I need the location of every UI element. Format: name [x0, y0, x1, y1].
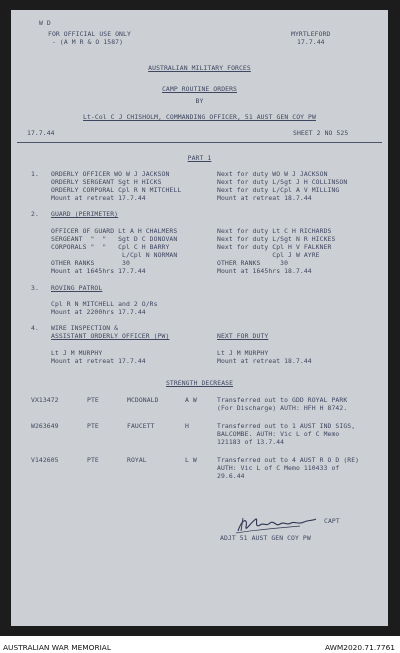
next-for-duty-heading: NEXT FOR DUTY	[217, 332, 269, 340]
surname: ROYAL	[127, 456, 147, 464]
guard-line: L/Cpl N NORMAN	[51, 251, 178, 259]
signatory-rank: CAPT	[324, 517, 340, 525]
duty-line: ORDERLY CORPORAL Cpl R N MITCHELL	[51, 186, 182, 194]
transfer-detail: (For Discharge) AUTH: HFH H 8742.	[217, 404, 348, 412]
rank: PTE	[87, 422, 99, 430]
next-inspection-line: Mount at retreat 18.7.44	[217, 357, 312, 365]
transfer-detail: AUTH: Vic L of C Memo 110433 of	[217, 464, 340, 472]
transfer-detail: Transferred out to 4 AUST R O D (RE)	[217, 456, 360, 464]
document-page	[11, 10, 388, 626]
duty-line: Mount at retreat 17.7.44	[51, 194, 146, 202]
by-label: BY	[195, 97, 204, 105]
guard-line: CORPORALS " " Cpl C H BARRY	[51, 243, 170, 251]
transfer-detail: BALCOMBE. AUTH: Vic L of C Memo	[217, 430, 340, 438]
strength-heading: STRENGTH DECREASE	[165, 379, 234, 387]
footer-accession-number: AWM2020.71.7761	[324, 643, 395, 652]
orders-title: CAMP ROUTINE ORDERS	[161, 85, 237, 93]
document-mark: W D	[39, 19, 51, 27]
next-duty-line: Mount at retreat 18.7.44	[217, 194, 312, 202]
surname: MCDONALD	[127, 396, 159, 404]
next-duty-line: Next for duty L/Cpl A V MILLING	[217, 186, 340, 194]
patrol-line: Mount at 2200hrs 17.7.44	[51, 308, 146, 316]
guard-line: OTHER RANKS 30	[51, 259, 130, 267]
next-duty-line: Next for duty L/Sgt J H COLLINSON	[217, 178, 348, 186]
classification: FOR OFFICIAL USE ONLY	[48, 30, 131, 38]
header-date: 17.7.44	[297, 38, 325, 46]
section-number: 1.	[31, 170, 39, 178]
inspection-line: Lt J M MURPHY	[51, 349, 103, 357]
initials: L W	[185, 456, 197, 464]
commanding-officer: Lt-Col C J CHISHOLM, COMMANDING OFFICER, 51 AUST GEN COY PW	[83, 113, 316, 121]
duty-line: ORDERLY OFFICER WO W J JACKSON	[51, 170, 170, 178]
section-number: 2.	[31, 210, 39, 218]
initials: H	[185, 422, 189, 430]
service-number: W263649	[31, 422, 59, 430]
next-guard-line: Next for duty L/Sgt N R HICKES	[217, 235, 336, 243]
initials: A W	[185, 396, 197, 404]
next-guard-line: OTHER RANKS 30	[217, 259, 289, 267]
rank: PTE	[87, 396, 99, 404]
unit-title: AUSTRALIAN MILITARY FORCES	[148, 64, 251, 72]
next-duty-line: Next for duty WO W J JACKSON	[217, 170, 328, 178]
section-heading: ASSISTANT ORDERLY OFFICER (PW)	[51, 332, 170, 340]
handwritten-signature	[234, 513, 319, 535]
signatory-appointment: ADJT 51 AUST GEN COY PW	[220, 534, 311, 542]
regulation-reference: - (A M R & O 1587)	[52, 38, 124, 46]
next-guard-line: Cpl J W AYRE	[217, 251, 320, 259]
next-inspection-line: Lt J M MURPHY	[217, 349, 269, 357]
duty-line: ORDERLY SERGEANT Sgt H HICKS	[51, 178, 162, 186]
transfer-detail: 121183 of 13.7.44	[217, 438, 285, 446]
transfer-detail: Transferred out to GDD ROYAL PARK	[217, 396, 348, 404]
surname: FAUCETT	[127, 422, 155, 430]
section-heading: ROVING PATROL	[51, 284, 103, 292]
service-number: V142605	[31, 456, 59, 464]
section-number: 4.	[31, 324, 39, 332]
next-guard-line: Mount at 1645hrs 18.7.44	[217, 267, 312, 275]
footer-institution: AUSTRALIAN WAR MEMORIAL	[3, 643, 111, 652]
rank: PTE	[87, 456, 99, 464]
inspection-line: Mount at retreat 17.7.44	[51, 357, 146, 365]
next-guard-line: Next for duty Lt C H RICHARDS	[217, 227, 332, 235]
section-heading: GUARD (PERIMETER)	[51, 210, 119, 218]
place: MYRTLEFORD	[291, 30, 331, 38]
guard-line: SERGEANT " " Sgt D C DONOVAN	[51, 235, 178, 243]
order-date: 17.7.44	[27, 129, 55, 137]
sheet-number: SHEET 2 NO 525	[293, 129, 349, 137]
patrol-line: Cpl R N MITCHELL and 2 O/Rs	[51, 300, 158, 308]
service-number: VX13472	[31, 396, 59, 404]
guard-line: OFFICER OF GUARD Lt A H CHALMERS	[51, 227, 178, 235]
section-heading: WIRE INSPECTION &	[51, 324, 119, 332]
guard-line: Mount at 1645hrs 17.7.44	[51, 267, 146, 275]
next-guard-line: Next for duty Cpl H V FALKNER	[217, 243, 332, 251]
transfer-detail: Transferred out to 1 AUST IND SIGS,	[217, 422, 356, 430]
transfer-detail: 29.6.44	[217, 472, 245, 480]
part-heading: PART 1	[187, 154, 212, 162]
header-divider	[17, 142, 382, 143]
section-number: 3.	[31, 284, 39, 292]
